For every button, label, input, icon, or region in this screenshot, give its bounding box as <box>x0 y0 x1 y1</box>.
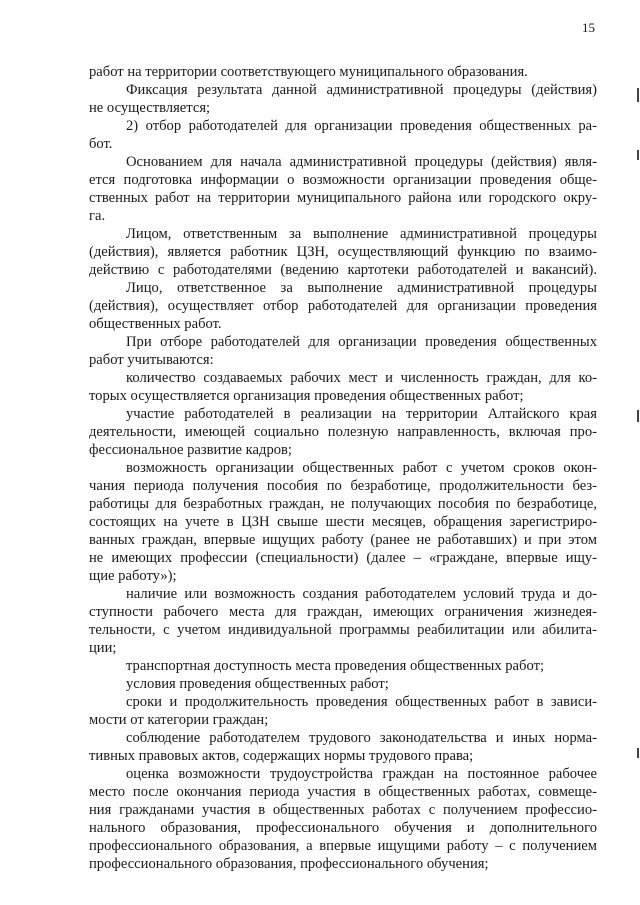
text-line: При отборе работодателей для организации проведения общественных <box>126 334 597 350</box>
text-line: возможность организации общественных работ с учетом сроков окон- <box>126 460 597 476</box>
text-line: профессионального образования, а впервые ищущими работу – с получением <box>89 838 597 854</box>
scan-artifact <box>637 748 639 758</box>
text-line: ступности рабочего места для граждан, имеющих ограничения жизнедея- <box>89 604 597 620</box>
text-line: общественных работ. <box>89 316 222 332</box>
text-line: действию с работодателями (ведению картотеки работодателей и вакансий). <box>89 262 597 278</box>
text-line: соблюдение работодателем трудового законодательства и иных норма- <box>126 730 597 746</box>
text-line: чания периода получения пособия по безработице, продолжительности без- <box>89 478 597 494</box>
text-line: ванных граждан, впервые ищущих работу (ранее не работавших) и при этом <box>89 532 597 548</box>
text-line: тельности, с учетом индивидуальной программы реабилитации или абилита- <box>89 622 597 638</box>
text-line: не имеющих профессии (специальности) (далее – «граждане, впервые ищу- <box>89 550 597 566</box>
text-line: деятельности, имеющей социально полезную направленность, включая про- <box>89 424 597 440</box>
text-line: транспортная доступность места проведения общественных работ; <box>126 658 544 674</box>
text-line: Лицом, ответственным за выполнение административной процедуры <box>126 226 597 242</box>
text-line: профессионального образования, профессионального обучения; <box>89 856 489 872</box>
scan-artifact <box>637 88 639 102</box>
text-line: мости от категории граждан; <box>89 712 269 728</box>
text-line: наличие или возможность создания работодателем условий труда и до- <box>126 586 597 602</box>
text-line: га. <box>89 208 106 224</box>
page-number: 15 <box>582 20 595 35</box>
text-line: ется подготовка информации о возможности организации проведения обще- <box>89 172 597 188</box>
text-line: бот. <box>89 136 113 152</box>
text-line: работицы для безработных граждан, не получающих пособия по безработице, <box>89 496 597 512</box>
text-line: работ на территории соответствующего муниципального образования. <box>89 64 528 80</box>
text-line: (действия), осуществляет отбор работодателей для организации проведения <box>89 298 597 314</box>
text-line: ственных работ на территории муниципального района или городского окру- <box>89 190 597 206</box>
text-line: Лицо, ответственное за выполнение административной процедуры <box>126 280 597 296</box>
text-line: Фиксация результата данной административной процедуры (действия) <box>126 82 597 98</box>
text-line: работ учитываются: <box>89 352 214 368</box>
text-line: ния гражданами участия в общественных работах с получением професcио- <box>89 802 597 818</box>
text-line: фессиональное развитие кадров; <box>89 442 292 458</box>
scan-artifact <box>637 150 639 160</box>
text-line: тивных правовых актов, содержащих нормы трудового права; <box>89 748 474 764</box>
text-line: щие работу»); <box>89 568 177 584</box>
text-line: оценка возможности трудоустройства граждан на постоянное рабочее <box>126 766 597 782</box>
text-line: сроки и продолжительность проведения общественных работ в зависи- <box>126 694 597 710</box>
text-line: количество создаваемых рабочих мест и численность граждан, для ко- <box>126 370 597 386</box>
text-line: торых осуществляется организация проведения общественных работ; <box>89 388 524 404</box>
text-line: (действия), является работник ЦЗН, осуществляющий функцию по взаимо- <box>89 244 597 260</box>
text-line: место после окончания периода участия в общественных работах, совмеще- <box>89 784 597 800</box>
text-line: ции; <box>89 640 117 656</box>
text-line: не осуществляется; <box>89 100 211 116</box>
text-line: 2) отбор работодателей для организации проведения общественных ра- <box>126 118 597 134</box>
scan-artifact <box>637 410 639 422</box>
text-line: условия проведения общественных работ; <box>126 676 389 692</box>
text-line: Основанием для начала административной процедуры (действия) явля- <box>126 154 597 170</box>
text-line: состоящих на учете в ЦЗН свыше шести месяцев, обращения зарегистриро- <box>89 514 597 530</box>
text-line: нального образования, профессионального обучения и дополнительного <box>89 820 597 836</box>
text-line: участие работодателей в реализации на территории Алтайского края <box>126 406 597 422</box>
